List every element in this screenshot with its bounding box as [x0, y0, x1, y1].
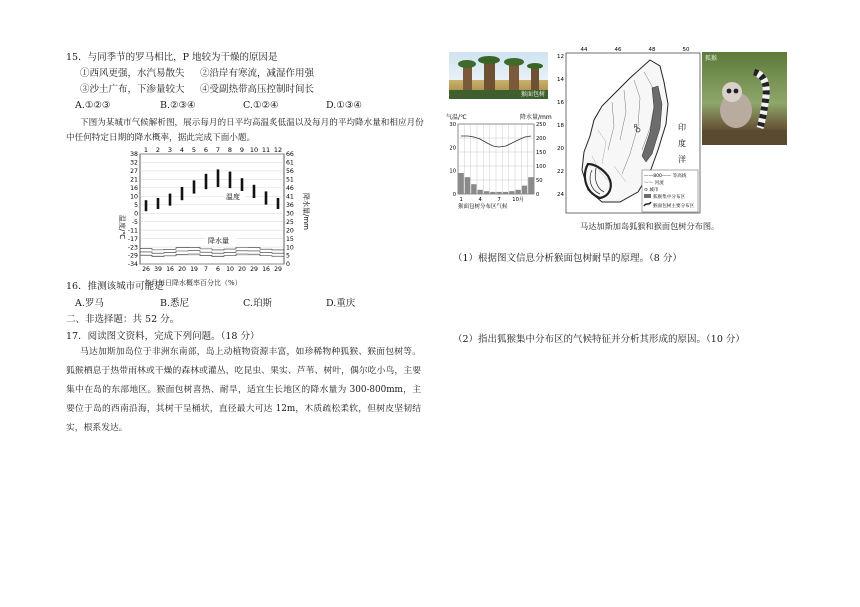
baobab-climograph — [444, 112, 556, 210]
chart-left-tick: -11 — [127, 227, 138, 235]
chart-bottom-tick: 29 — [274, 266, 282, 273]
q16-choice-c: C.珀斯 — [243, 298, 272, 309]
madagascar-map — [554, 46, 704, 218]
map-longitude-tick: 46 — [614, 47, 622, 53]
chart-top-tick: 3 — [167, 146, 173, 154]
temperature-bar — [193, 180, 196, 193]
chart-top-tick: 10 — [249, 146, 259, 154]
precipitation-line — [140, 247, 284, 249]
chart-right-tick: 30 — [286, 210, 294, 218]
q15-option-4: ④受副热带高压控制时间长 — [200, 84, 315, 95]
climograph-left-tick: 0 — [452, 192, 456, 198]
chart-left-tick: -29 — [127, 252, 138, 260]
precipitation-bar — [478, 190, 483, 194]
chart-bottom-tick: 16 — [262, 266, 270, 273]
chart-top-tick: 12 — [273, 146, 283, 154]
map-longitude-tick: 50 — [682, 47, 690, 53]
climograph-left-label: 气温/℃ — [446, 114, 467, 121]
temperature-bar — [205, 174, 208, 189]
q15-choice-b: B.②③④ — [160, 100, 196, 111]
map-longitude-tick: 44 — [580, 47, 588, 53]
chart-top-tick: 5 — [191, 146, 197, 154]
chart-left-tick: 5 — [134, 201, 138, 209]
legend-lemur-area: 狐猴集中分布区 — [653, 195, 686, 200]
chart-right-tick: 51 — [286, 176, 294, 184]
ocean-char-3: 洋 — [678, 155, 686, 164]
climograph-left-tick: 20 — [449, 145, 456, 152]
precipitation-bar — [471, 184, 476, 194]
chart-top-tick: 2 — [155, 146, 161, 154]
chart-bottom-tick: 7 — [204, 266, 208, 273]
lemur-photo — [702, 52, 787, 145]
map-latitude-tick: 14 — [557, 77, 564, 83]
map-latitude-tick: 18 — [557, 123, 564, 129]
map-caption: 马达加斯加岛狐猴和猴面包树分布图。 — [580, 221, 720, 231]
precipitation-bar — [509, 191, 514, 194]
map-latitude-tick: 22 — [557, 169, 564, 175]
climograph-left-tick: 10 — [449, 168, 456, 175]
chart-top-tick: 11 — [261, 146, 271, 154]
chart-top-tick: 4 — [179, 146, 185, 154]
ocean-char-1: 印 — [678, 123, 686, 132]
chart-right-tick: 20 — [286, 227, 294, 235]
chart-left-tick: 10 — [130, 193, 138, 201]
intro-line-2: 中任何特定日期的降水概率，据此完成下面小题。 — [66, 133, 256, 143]
q16-choice-b: B.悉尼 — [160, 298, 190, 309]
temperature-bar — [241, 178, 244, 192]
precipitation-bar — [497, 192, 502, 194]
climograph-bottom-tick: 7 — [497, 197, 501, 203]
chart-left-tick: 21 — [130, 176, 138, 184]
chart-left-tick: 16 — [130, 185, 138, 193]
temperature-bar — [157, 198, 160, 209]
chart-top-tick: 8 — [227, 146, 233, 154]
legend-city: ⊙ 城市 — [644, 188, 659, 193]
chart-bottom-tick: 20 — [178, 266, 186, 273]
temperature-bar — [229, 172, 232, 189]
chart-top-tick: 6 — [203, 146, 209, 154]
chart-left-tick: -34 — [127, 261, 138, 269]
temperature-bar — [145, 200, 148, 211]
legend-contour: ——800—— 等高线 — [644, 174, 687, 179]
temperature-bar — [181, 187, 184, 200]
chart-precip-label: 降水量 — [208, 237, 229, 245]
chart-x-axis-label: 各月每日降水概率百分比（%） — [144, 279, 242, 287]
chart-left-tick: 32 — [130, 159, 138, 167]
chart-top-tick: 1 — [143, 146, 149, 154]
ocean-char-2: 度 — [678, 139, 686, 148]
climograph-bottom-tick: 1 — [459, 197, 463, 203]
precipitation-bar — [516, 190, 521, 194]
intro-line-1: 下图为某城市气候解析图，展示每月的日平均高温炙低温以及每月的平均降水量和相应月份 — [80, 118, 424, 128]
climograph-right-label: 降水量/mm — [520, 114, 552, 121]
q15-stem: 15．与同季节的罗马相比，P 地较为干燥的原因是 — [66, 52, 278, 63]
chart-right-tick: 10 — [286, 244, 294, 252]
q15-option-1: ①西风更强，水汽易散失 — [80, 68, 185, 79]
section-2-heading: 二、非选择题：共 52 分。 — [66, 314, 180, 325]
q15-choice-a: A.①②③ — [75, 100, 111, 111]
climograph-right-tick: 200 — [536, 136, 546, 142]
map-latitude-tick: 16 — [557, 100, 564, 106]
chart-left-tick: -5 — [131, 218, 138, 226]
chart-temp-label: 温度 — [226, 193, 240, 201]
climate-chart — [112, 145, 312, 277]
precipitation-bar — [528, 177, 533, 194]
baobab-photo-caption: 猴面包树 — [520, 91, 545, 98]
chart-right-tick: 5 — [286, 252, 290, 260]
climograph-right-tick: 250 — [536, 122, 546, 128]
chart-right-tick: 0 — [286, 261, 290, 269]
temperature-bar — [169, 194, 172, 206]
chart-right-tick: 15 — [286, 235, 294, 243]
q15-choice-c: C.①②④ — [243, 100, 279, 111]
q17-stem: 17．阅读图文资料，完成下列问题。（18 分） — [66, 331, 260, 342]
legend-baobab-area: 猴面包树主要分布区 — [653, 204, 695, 209]
chart-bottom-tick: 39 — [154, 266, 162, 273]
climograph-right-tick: 0 — [536, 192, 540, 198]
map-longitude-tick: 48 — [648, 47, 656, 53]
temperature-bar — [253, 185, 256, 198]
climograph-title: 猴面包树分布区气候 — [458, 204, 508, 210]
chart-right-tick: 66 — [286, 151, 294, 159]
chart-left-tick: 38 — [130, 151, 138, 159]
chart-top-tick: 9 — [239, 146, 245, 154]
chart-right-tick: 36 — [286, 201, 294, 209]
chart-left-tick: 27 — [130, 168, 138, 176]
chart-right-tick: 25 — [286, 218, 294, 226]
precipitation-line — [140, 254, 284, 256]
climograph-right-tick: 100 — [536, 164, 546, 170]
lemur-photo-caption: 狐猴 — [705, 55, 718, 62]
temperature-bar — [277, 198, 280, 209]
chart-right-tick: 41 — [286, 193, 294, 201]
precipitation-bar — [522, 186, 527, 194]
climograph-bottom-tick: 10月 — [512, 197, 525, 203]
climograph-right-tick: 150 — [536, 150, 546, 156]
precipitation-bar — [459, 173, 464, 194]
chart-right-tick: 46 — [286, 185, 294, 193]
baobab-photo — [449, 52, 548, 99]
q17-material: 马达加斯加岛位于非洲东南部，岛上动植物资源丰富，如珍稀物种狐猴、猴面包树等。狐猴栖息于热带雨林或干燥的森林或灌丛，吃昆虫、果实、芦苇、树叶，偶尔吃小鸟，主要集中在岛的东部地区。猴面包树喜热、耐旱，适宜生长地区的降水量为 300-800mm，主要位于岛的西南沿海，其树干呈桶状，直径最大可达 12m，木质疏松柔软，但树皮坚韧结实，根系发达。 — [66, 347, 421, 433]
precipitation-line — [140, 251, 284, 253]
q17-sub-question-1: （1）根据图文信息分析猴面包树耐旱的原理。（8 分） — [453, 253, 682, 264]
chart-bottom-tick: 19 — [190, 266, 198, 273]
chart-top-tick: 7 — [215, 146, 221, 154]
chart-bottom-tick: 20 — [238, 266, 246, 273]
precipitation-bar — [484, 191, 489, 194]
chart-bottom-tick: 10 — [226, 266, 234, 273]
q16-stem: 16．推测该城市可能是 — [66, 281, 164, 292]
chart-left-tick: 0 — [134, 210, 138, 218]
precipitation-bar — [490, 192, 495, 194]
chart-bottom-tick: 26 — [142, 266, 150, 273]
legend-river: ～～ 河流 — [644, 181, 664, 186]
climograph-bottom-tick: 4 — [478, 197, 482, 203]
climograph-right-tick: 50 — [536, 178, 543, 184]
chart-left-tick: -17 — [127, 235, 138, 243]
chart-right-tick: 56 — [286, 168, 294, 176]
precipitation-bar — [503, 192, 508, 194]
q15-option-2: ②沿岸有寒流，减湿作用强 — [200, 68, 315, 79]
chart-bottom-tick: 29 — [250, 266, 258, 273]
q15-option-3: ③沙土广布，下渗量较大 — [80, 84, 185, 95]
map-latitude-tick: 24 — [557, 192, 564, 198]
chart-right-tick: 61 — [286, 159, 294, 167]
map-latitude-tick: 12 — [557, 54, 564, 60]
q15-choice-d: D.①③④ — [326, 100, 362, 111]
chart-left-tick: -23 — [127, 244, 138, 252]
chart-bottom-tick: 16 — [166, 266, 174, 273]
chart-left-axis-label: 温度/℃ — [118, 215, 126, 240]
chart-right-axis-label: 降水量/mm — [302, 193, 310, 230]
q16-choice-a: A.罗马 — [75, 298, 104, 309]
map-city-label: R — [634, 124, 638, 130]
temperature-bar — [265, 191, 268, 204]
map-latitude-tick: 20 — [557, 146, 564, 152]
climograph-left-tick: 30 — [449, 122, 456, 128]
temperature-bar — [217, 169, 220, 187]
q16-choice-d: D.重庆 — [326, 298, 356, 309]
chart-bottom-tick: 6 — [216, 266, 220, 273]
q17-sub-question-2: （2）指出狐猴集中分布区的气候特征并分析其形成的原因。（10 分） — [453, 334, 745, 345]
precipitation-bar — [465, 177, 470, 194]
